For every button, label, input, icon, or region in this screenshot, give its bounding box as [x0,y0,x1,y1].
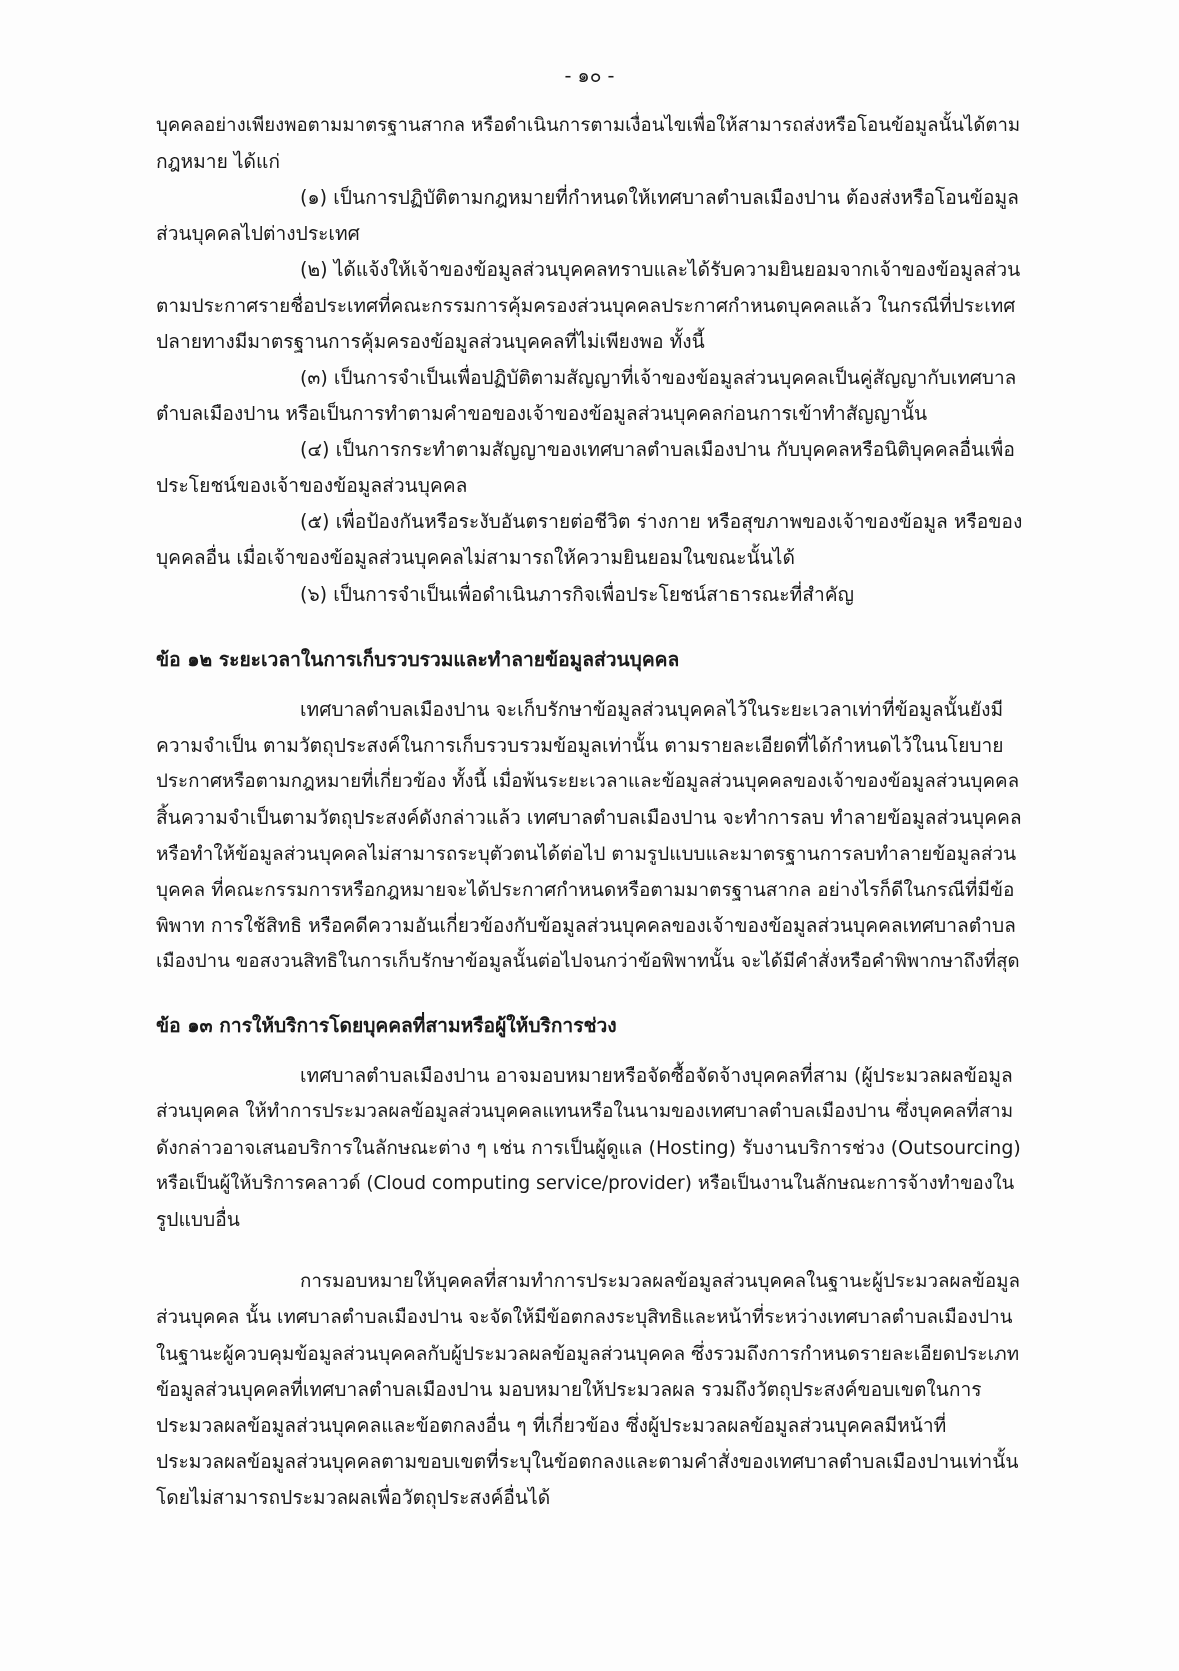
text-line: ในฐานะผู้ควบคุมข้อมูลส่วนบุคคลกับผู้ประมวลผลข้อมูลส่วนบุคคล ซึ่งรวมถึงการกำหนดรายละเอียดประเภท [156,1343,1020,1365]
text-line: ส่วนบุคคลไปต่างประเทศ [156,222,360,245]
text-line: ความจำเป็น ตามวัตถุประสงค์ในการเก็บรวบรวมข้อมูลเท่านั้น ตามรายละเอียดที่ได้กำหนดไว้ในนโยบาย [156,734,1004,757]
text-line: รูปแบบอื่น [156,1208,240,1231]
text-line: ปลายทางมีมาตรฐานการคุ้มครองข้อมูลส่วนบุคคลที่ไม่เพียงพอ ทั้งนี้ [156,330,705,353]
section-heading: ข้อ ๑๓ การให้บริการโดยบุคคลที่สามหรือผู้ให้บริการช่วง [156,1014,617,1037]
text-line: หรือเป็นผู้ให้บริการคลาวด์ (Cloud computing service/provider) หรือเป็นงานในลักษณะการจ้างทำของใน [156,1173,1015,1194]
text-line: การมอบหมายให้บุคคลที่สามทำการประมวลผลข้อมูลส่วนบุคคลในฐานะผู้ประมวลผลข้อมูล [300,1271,1021,1292]
text-line: (๔) เป็นการกระทำตามสัญญาของเทศบาลตำบลเมืองปาน กับบุคคลหรือนิติบุคคลอื่นเพื่อ [300,438,1015,461]
text-line: (๖) เป็นการจำเป็นเพื่อดำเนินภารกิจเพื่อประโยชน์สาธารณะที่สำคัญ [300,583,854,606]
text-line: เทศบาลตำบลเมืองปาน จะเก็บรักษาข้อมูลส่วนบุคคลไว้ในระยะเวลาเท่าที่ข้อมูลนั้นยังมี [300,698,1004,721]
text-line: ตำบลเมืองปาน หรือเป็นการทำตามคำขอของเจ้าของข้อมูลส่วนบุคคลก่อนการเข้าทำสัญญานั้น [156,402,928,425]
text-line: (๒) ได้แจ้งให้เจ้าของข้อมูลส่วนบุคคลทราบและได้รับความยินยอมจากเจ้าของข้อมูลส่วน [300,258,1021,281]
text-line: ประมวลผลข้อมูลส่วนบุคคลตามขอบเขตที่ระบุในข้อตกลงและตามคำสั่งของเทศบาลตำบลเมืองปานเท่านั้น [156,1450,1019,1473]
text-line: บุคคล ที่คณะกรรมการหรือกฎหมายจะได้ประกาศกำหนดหรือตามมาตรฐานสากล อย่างไรก็ดีในกรณีที่มีข้อ [156,879,1015,901]
text-line: ตามประกาศรายชื่อประเทศที่คณะกรรมการคุ้มครองส่วนบุคคลประกาศกำหนดบุคคลแล้ว ในกรณีที่ประเทศ [156,295,1016,317]
text-line: ส่วนบุคคล นั้น เทศบาลตำบลเมืองปาน จะจัดให้มีข้อตกลงระบุสิทธิและหน้าที่ระหว่างเทศบาลตำบลเมืองปาน [156,1307,1013,1328]
text-line: ประโยชน์ของเจ้าของข้อมูลส่วนบุคคล [156,474,468,497]
text-line: ประกาศหรือตามกฎหมายที่เกี่ยวข้อง ทั้งนี้ เมื่อพ้นระยะเวลาและข้อมูลส่วนบุคคลของเจ้าของข้อมูลส่วนบุคคล [156,771,1020,792]
text-line: (๑) เป็นการปฏิบัติตามกฎหมายที่กำหนดให้เทศบาลตำบลเมืองปาน ต้องส่งหรือโอนข้อมูล [300,186,1019,209]
section-heading: ข้อ ๑๒ ระยะเวลาในการเก็บรวบรวมและทำลายข้อมูลส่วนบุคคล [156,648,680,671]
text-line: ประมวลผลข้อมูลส่วนบุคคลและข้อตกลงอื่น ๆ ที่เกี่ยวข้อง ซึ่งผู้ประมวลผลข้อมูลส่วนบุคคลมีหน้าที่ [156,1414,947,1437]
text-line: โดยไม่สามารถประมวลผลเพื่อวัตถุประสงค์อื่นได้ [156,1486,551,1509]
text-line: กฎหมาย ได้แก่ [156,150,281,173]
text-line: เมืองปาน ขอสงวนสิทธิในการเก็บรักษาข้อมูลนั้นต่อไปจนกว่าข้อพิพาทนั้น จะได้มีคำสั่งหรือคำพิพากษาถึงที่สุด [156,951,1020,972]
text-line: ส่วนบุคคล ให้ทำการประมวลผลข้อมูลส่วนบุคคลแทนหรือในนามของเทศบาลตำบลเมืองปาน ซึ่งบุคคลที่สาม [156,1101,1014,1122]
text-line: (๓) เป็นการจำเป็นเพื่อปฏิบัติตามสัญญาที่เจ้าของข้อมูลส่วนบุคคลเป็นคู่สัญญากับเทศบาล [300,367,1017,389]
text-line: เทศบาลตำบลเมืองปาน อาจมอบหมายหรือจัดซื้อจัดจ้างบุคคลที่สาม (ผู้ประมวลผลข้อมูล [300,1064,1013,1087]
page-number: - ๑๐ - [564,64,615,87]
text-line: สิ้นความจำเป็นตามวัตถุประสงค์ดังกล่าวแล้ว เทศบาลตำบลเมืองปาน จะทำการลบ ทำลายข้อมูลส่วนบุคคล [156,806,1022,829]
text-line: บุคคลอื่น เมื่อเจ้าของข้อมูลส่วนบุคคลไม่สามารถให้ความยินยอมในขณะนั้นได้ [156,546,795,569]
text-line: บุคคลอย่างเพียงพอตามมาตรฐานสากล หรือดำเนินการตามเงื่อนไขเพื่อให้สามารถส่งหรือโอนข้อมูลนั้นได้ตาม [156,115,1021,136]
text-line: หรือทำให้ข้อมูลส่วนบุคคลไม่สามารถระบุตัวตนได้ต่อไป ตามรูปแบบและมาตรฐานการลบทำลายข้อมูลส่วน [156,843,1017,865]
text-line: ดังกล่าวอาจเสนอบริการในลักษณะต่าง ๆ เช่น การเป็นผู้ดูแล (Hosting) รับงานบริการช่วง (Outsourcing) [156,1137,1021,1159]
text-line: ข้อมูลส่วนบุคคลที่เทศบาลตำบลเมืองปาน มอบหมายให้ประมวลผล รวมถึงวัตถุประสงค์ขอบเขตในการ [156,1378,982,1401]
text-line: พิพาท การใช้สิทธิ หรือคดีความอันเกี่ยวข้องกับข้อมูลส่วนบุคคลของเจ้าของข้อมูลส่วนบุคคลเทศบาลตำบล [156,914,1016,937]
text-line: (๕) เพื่อป้องกันหรือระงับอันตรายต่อชีวิต ร่างกาย หรือสุขภาพของเจ้าของข้อมูล หรือของ [300,510,1023,533]
